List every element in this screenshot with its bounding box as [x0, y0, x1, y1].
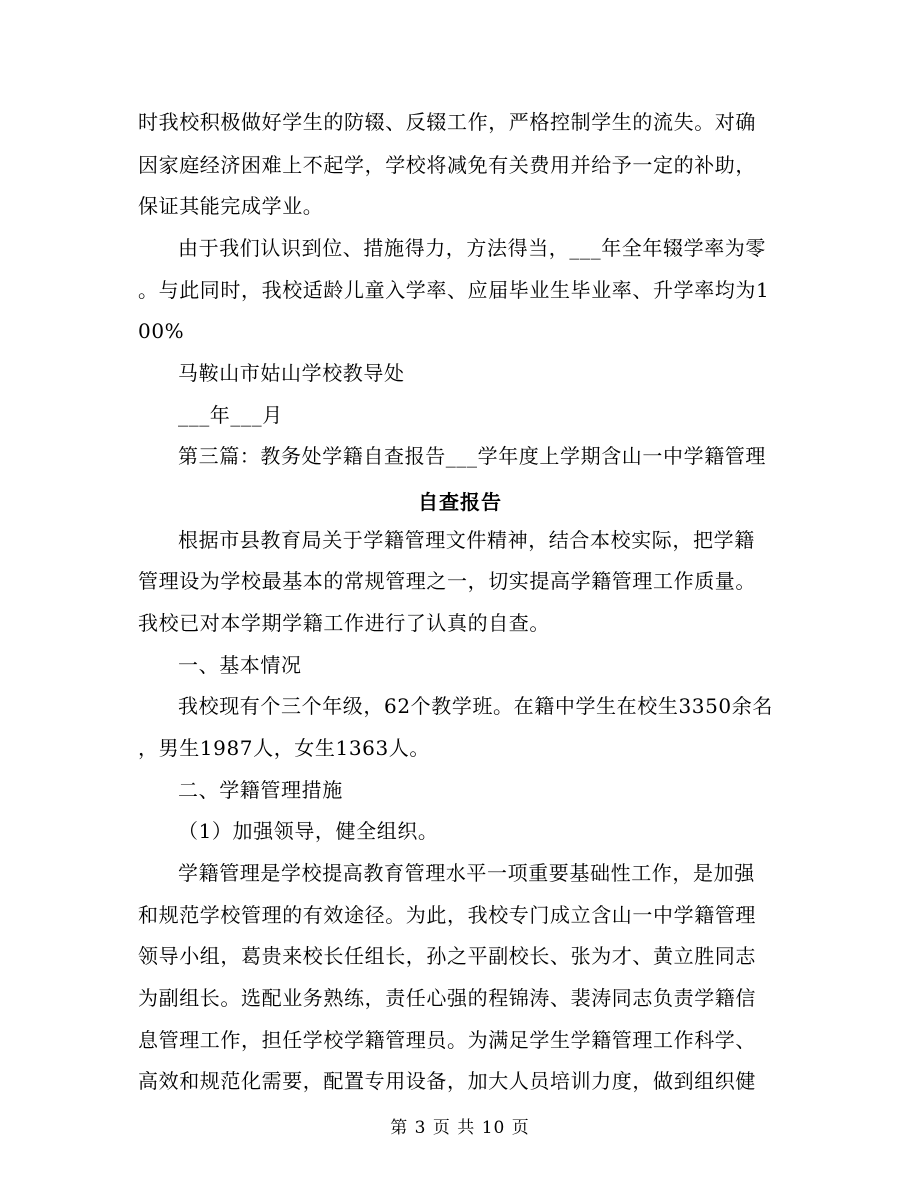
paragraph-line: 根据市县教育局关于学籍管理文件精神，结合本校实际，把学籍 [178, 528, 755, 552]
paragraph-line: 我校已对本学期学籍工作进行了认真的自查。 [138, 611, 550, 635]
paragraph-line: 为副组长。选配业务熟练，责任心强的程锦涛、裴涛同志负责学籍信 [138, 986, 756, 1010]
paragraph-line: 时我校积极做好学生的防辍、反辍工作，严格控制学生的流失。对确 [138, 110, 756, 134]
paragraph-line: 高效和规范化需要，配置专用设备，加大人员培训力度，做到组织健 [138, 1069, 756, 1093]
paragraph-line: 我校现有个三个年级，62个教学班。在籍中学生在校生3350余名 [178, 694, 773, 718]
date-line: ___年___月 [178, 403, 283, 427]
paragraph-line: 。与此同时，我校适龄儿童入学率、应届毕业生毕业率、升学率均为1 [138, 278, 770, 302]
paragraph-line: 保证其能完成学业。 [138, 194, 324, 218]
signature-line: 马鞍山市姑山学校教导处 [178, 361, 405, 385]
paragraph-line: 学籍管理是学校提高教育管理水平一项重要基础性工作，是加强 [178, 861, 755, 885]
paragraph-line: 息管理工作，担任学校学籍管理员。为满足学生学籍管理工作科学、 [138, 1028, 756, 1052]
paragraph-line: 管理设为学校最基本的常规管理之一，切实提高学籍管理工作质量。 [138, 569, 756, 593]
paragraph-line: 因家庭经济困难上不起学，学校将减免有关费用并给予一定的补助， [138, 153, 756, 177]
subheading: （1）加强领导，健全组织。 [178, 819, 439, 843]
subheading: 一、基本情况 [178, 653, 302, 677]
page-number: 第 3 页 共 10 页 [390, 1118, 530, 1138]
paragraph-line: 和规范学校管理的有效途径。为此，我校专门成立含山一中学籍管理 [138, 903, 756, 927]
paragraph-line: ，男生1987人，女生1363人。 [138, 736, 430, 760]
subheading: 二、学籍管理措施 [178, 778, 343, 802]
paragraph-line: 00% [138, 319, 185, 343]
section-heading: 第三篇：教务处学籍自查报告___学年度上学期含山一中学籍管理 [178, 444, 766, 468]
paragraph-line: 领导小组，葛贵来校长任组长，孙之平副校长、张为才、黄立胜同志 [138, 944, 756, 968]
report-title: 自查报告 [418, 490, 502, 514]
paragraph-line: 由于我们认识到位、措施得力，方法得当，___年全年辍学率为零 [178, 236, 766, 260]
